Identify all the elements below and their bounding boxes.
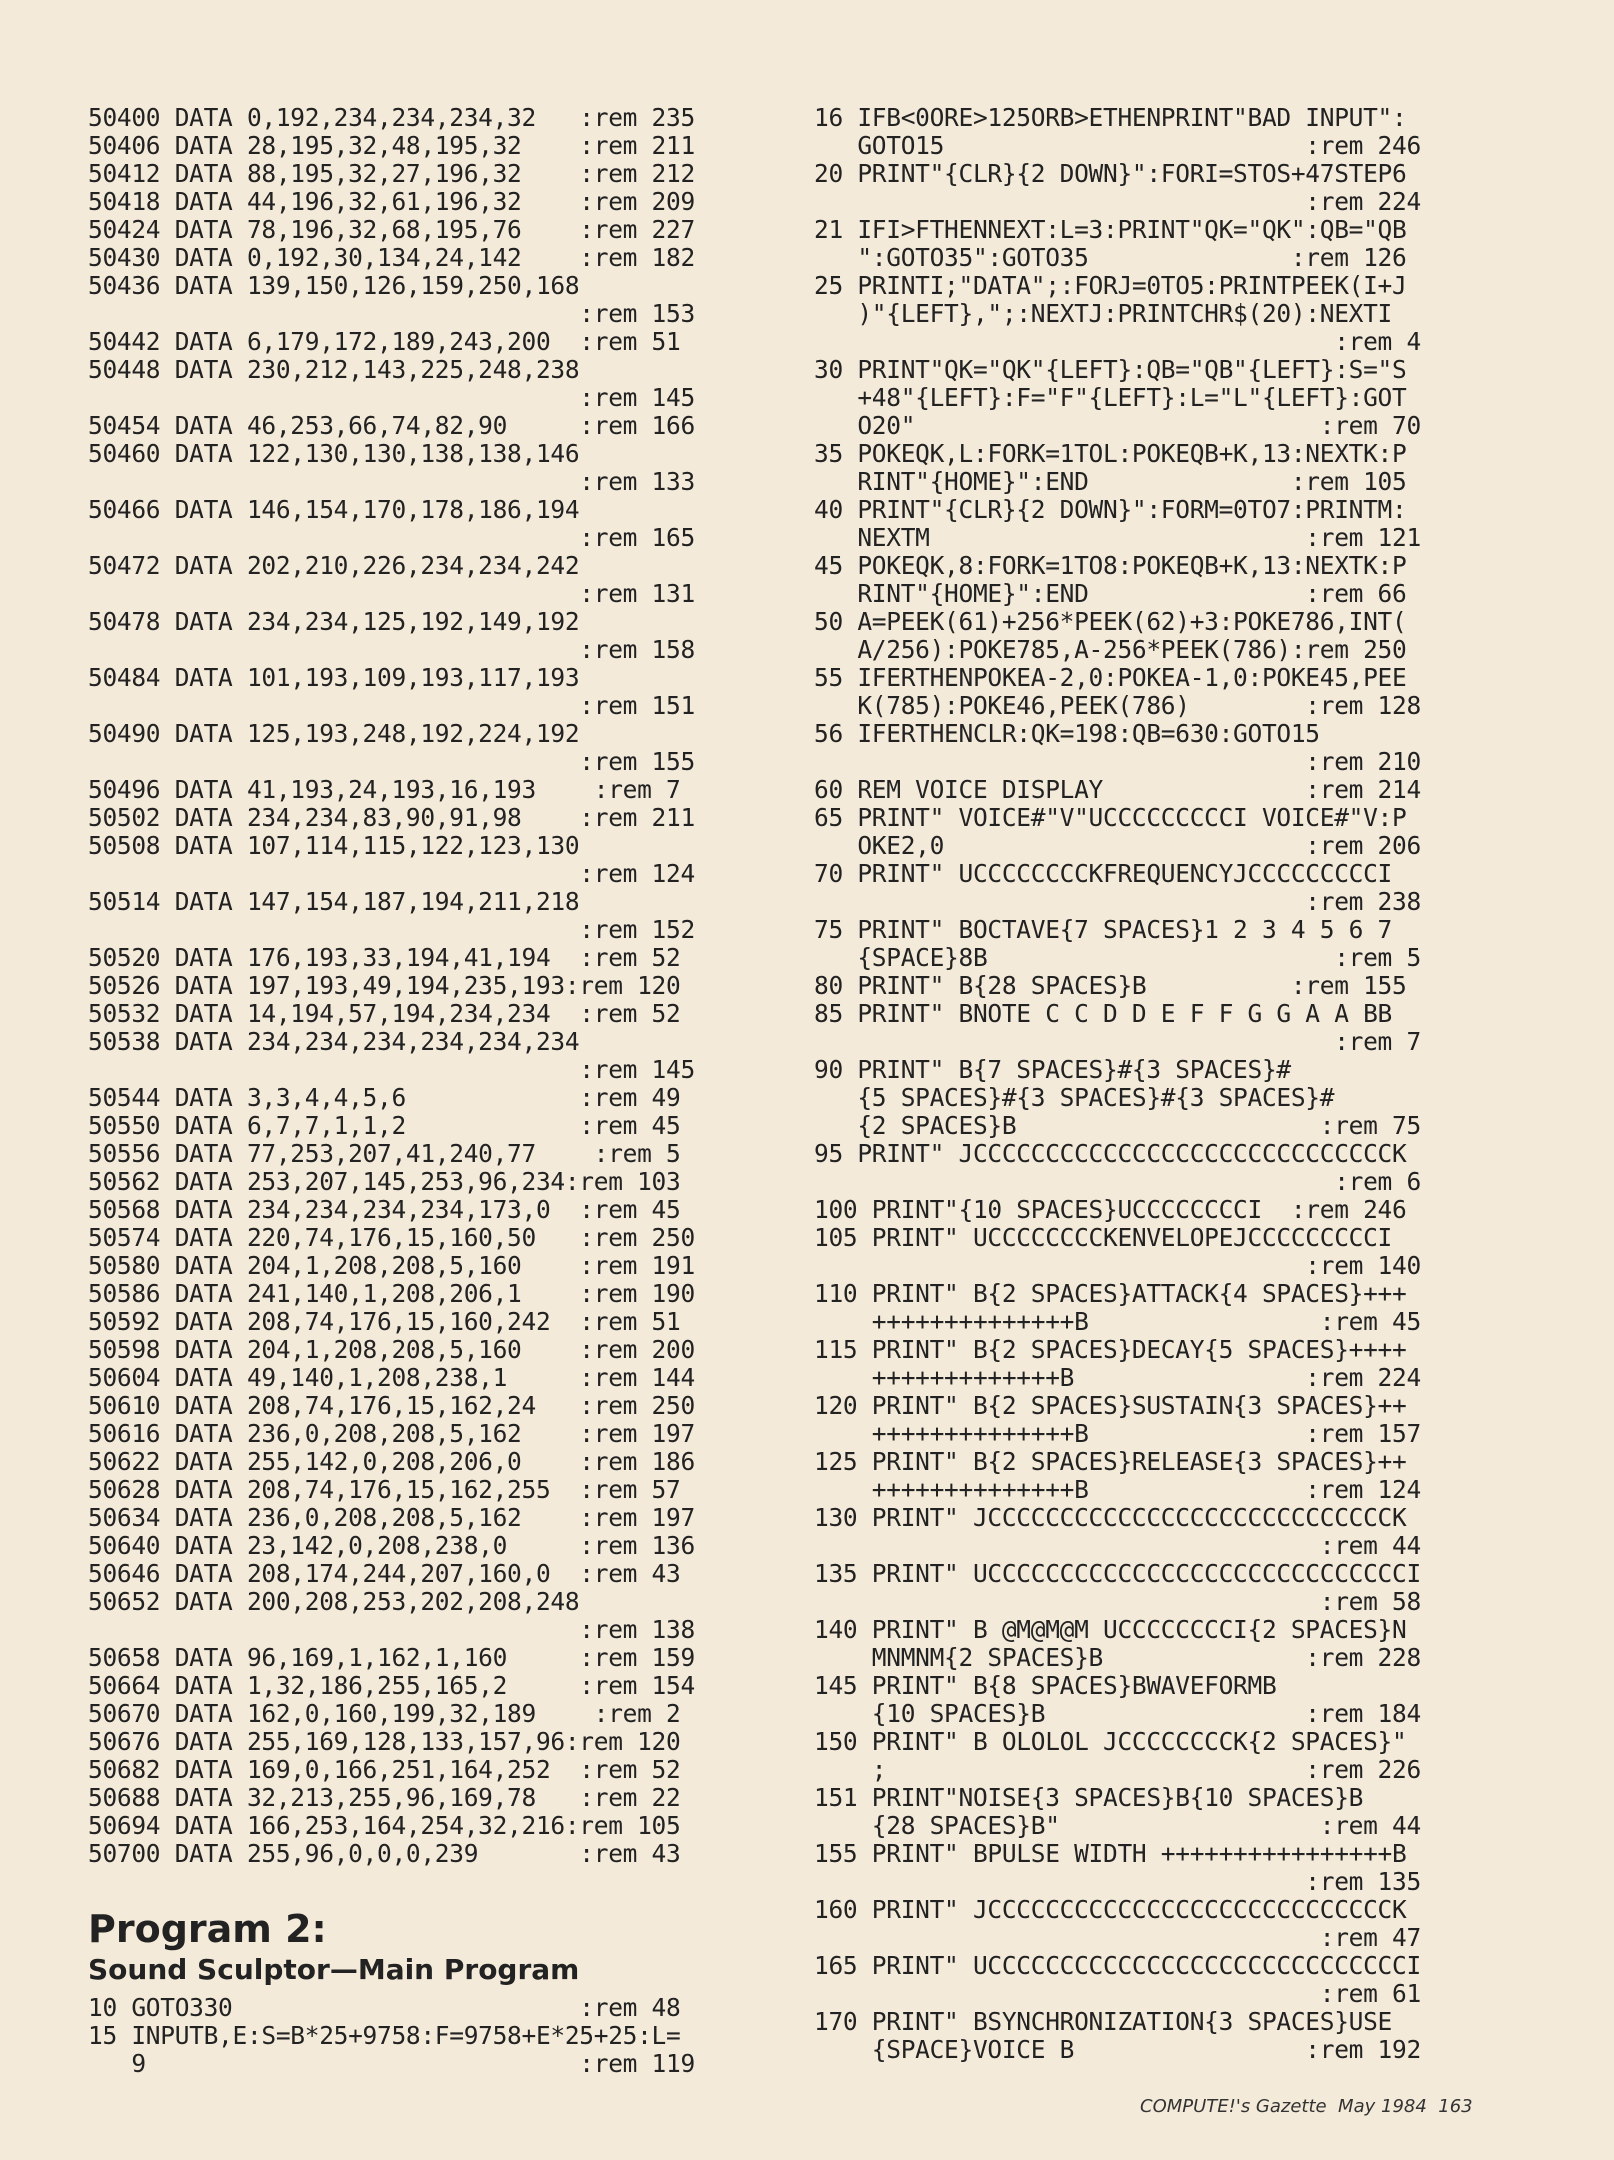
code-line: 15 INPUTB,E:S=B*25+9758:F=9758+E*25+25:L= xyxy=(88,2021,681,2050)
code-line: 95 PRINT" JCCCCCCCCCCCCCCCCCCCCCCCCCCCCCK xyxy=(814,1139,1407,1168)
code-line: :rem 47 xyxy=(814,1923,1421,1952)
code-line: 50532 DATA 14,194,57,194,234,234 :rem 52 xyxy=(88,999,681,1028)
code-line: :rem 44 xyxy=(814,1531,1421,1560)
program2-listing-start xyxy=(88,1994,778,2078)
code-line: O20" :rem 70 xyxy=(814,411,1421,440)
code-line: 50526 DATA 197,193,49,194,235,193:rem 120 xyxy=(88,971,681,1000)
code-line: 50520 DATA 176,193,33,194,41,194 :rem 52 xyxy=(88,943,681,972)
code-line: 110 PRINT" B{2 SPACES}ATTACK{4 SPACES}+++ xyxy=(814,1279,1407,1308)
code-line: {10 SPACES}B :rem 184 xyxy=(814,1699,1421,1728)
code-line: :rem 140 xyxy=(814,1251,1421,1280)
code-line: 50502 DATA 234,234,83,90,91,98 :rem 211 xyxy=(88,803,695,832)
code-line: :rem 152 xyxy=(88,915,695,944)
code-line: 130 PRINT" JCCCCCCCCCCCCCCCCCCCCCCCCCCCCK xyxy=(814,1503,1407,1532)
code-line: +++++++++++++B :rem 224 xyxy=(814,1363,1421,1392)
code-line: )"{LEFT},";:NEXTJ:PRINTCHR$(20):NEXTI xyxy=(814,299,1393,328)
code-line: 55 IFERTHENPOKEA-2,0:POKEA-1,0:POKE45,PEE xyxy=(814,663,1407,692)
code-line: 50640 DATA 23,142,0,208,238,0 :rem 136 xyxy=(88,1531,695,1560)
code-line: 70 PRINT" UCCCCCCCCKFREQUENCYJCCCCCCCCCI xyxy=(814,859,1393,888)
code-line: 50460 DATA 122,130,130,138,138,146 xyxy=(88,439,580,468)
code-line: 50424 DATA 78,196,32,68,195,76 :rem 227 xyxy=(88,215,695,244)
code-line: MNMNM{2 SPACES}B :rem 228 xyxy=(814,1643,1421,1672)
code-line: {SPACE}VOICE B :rem 192 xyxy=(814,2035,1421,2064)
code-line: 50430 DATA 0,192,30,134,24,142 :rem 182 xyxy=(88,243,695,272)
code-line: 90 PRINT" B{7 SPACES}#{3 SPACES}# xyxy=(814,1055,1291,1084)
code-line: 50670 DATA 162,0,160,199,32,189 :rem 2 xyxy=(88,1699,681,1728)
code-line: 50412 DATA 88,195,32,27,196,32 :rem 212 xyxy=(88,159,695,188)
code-line: 75 PRINT" BOCTAVE{7 SPACES}1 2 3 4 5 6 7 xyxy=(814,915,1393,944)
code-line: 50694 DATA 166,253,164,254,32,216:rem 105 xyxy=(88,1811,681,1840)
left-column xyxy=(88,104,778,2078)
code-line: 10 GOTO330 :rem 48 xyxy=(88,1993,681,2022)
code-line: :rem 151 xyxy=(88,691,695,720)
code-line: :rem 131 xyxy=(88,579,695,608)
code-line: 16 IFB<0ORE>125ORB>ETHENPRINT"BAD INPUT": xyxy=(814,103,1407,132)
code-line: 165 PRINT" UCCCCCCCCCCCCCCCCCCCCCCCCCCCCCI xyxy=(814,1951,1421,1980)
code-line: :rem 58 xyxy=(814,1587,1421,1616)
code-line: 50616 DATA 236,0,208,208,5,162 :rem 197 xyxy=(88,1419,695,1448)
code-line: RINT"{HOME}":END :rem 66 xyxy=(814,579,1407,608)
code-line: 50 A=PEEK(61)+256*PEEK(62)+3:POKE786,INT( xyxy=(814,607,1407,636)
code-line: 50634 DATA 236,0,208,208,5,162 :rem 197 xyxy=(88,1503,695,1532)
code-line: 50418 DATA 44,196,32,61,196,32 :rem 209 xyxy=(88,187,695,216)
code-line: ":GOTO35":GOTO35 :rem 126 xyxy=(814,243,1407,272)
program2-listing xyxy=(814,104,1504,2064)
code-line: 115 PRINT" B{2 SPACES}DECAY{5 SPACES}++++ xyxy=(814,1335,1407,1364)
code-line: :rem 4 xyxy=(814,327,1421,356)
code-line: 50574 DATA 220,74,176,15,160,50 :rem 250 xyxy=(88,1223,695,1252)
code-line: 50544 DATA 3,3,4,4,5,6 :rem 49 xyxy=(88,1083,681,1112)
code-line: :rem 145 xyxy=(88,1055,695,1084)
code-line: :rem 133 xyxy=(88,467,695,496)
code-line: 50556 DATA 77,253,207,41,240,77 :rem 5 xyxy=(88,1139,681,1168)
code-line: 50562 DATA 253,207,145,253,96,234:rem 103 xyxy=(88,1167,681,1196)
code-line: 35 POKEQK,L:FORK=1TOL:POKEQB+K,13:NEXTK:P xyxy=(814,439,1407,468)
code-line: :rem 61 xyxy=(814,1979,1421,2008)
code-line: ++++++++++++++B :rem 45 xyxy=(814,1307,1421,1336)
code-line: 9 :rem 119 xyxy=(88,2049,695,2078)
code-line: RINT"{HOME}":END :rem 105 xyxy=(814,467,1407,496)
code-line: 140 PRINT" B @M@M@M UCCCCCCCCI{2 SPACES}N xyxy=(814,1615,1407,1644)
code-line: 50448 DATA 230,212,143,225,248,238 xyxy=(88,355,580,384)
code-line: 20 PRINT"{CLR}{2 DOWN}":FORI=STOS+47STEP6 xyxy=(814,159,1407,188)
code-line: 40 PRINT"{CLR}{2 DOWN}":FORM=0TO7:PRINTM: xyxy=(814,495,1407,524)
code-line: {28 SPACES}B" :rem 44 xyxy=(814,1811,1421,1840)
code-line: 50688 DATA 32,213,255,96,169,78 :rem 22 xyxy=(88,1783,681,1812)
page-footer: COMPUTE!'s Gazette May 1984 163 xyxy=(1140,2096,1473,2117)
code-line: 150 PRINT" B OLOLOL JCCCCCCCCK{2 SPACES}" xyxy=(814,1727,1407,1756)
code-line: GOTO15 :rem 246 xyxy=(814,131,1421,160)
right-column xyxy=(814,104,1504,2064)
code-line: NEXTM :rem 121 xyxy=(814,523,1421,552)
code-line: :rem 158 xyxy=(88,635,695,664)
code-line: 50568 DATA 234,234,234,234,173,0 :rem 45 xyxy=(88,1195,681,1224)
code-line: 50622 DATA 255,142,0,208,206,0 :rem 186 xyxy=(88,1447,695,1476)
code-line: 170 PRINT" BSYNCHRONIZATION{3 SPACES}USE xyxy=(814,2007,1393,2036)
code-line: 50490 DATA 125,193,248,192,224,192 xyxy=(88,719,580,748)
code-line: 25 PRINTI;"DATA";:FORJ=0TO5:PRINTPEEK(I+J xyxy=(814,271,1407,300)
code-line: 50628 DATA 208,74,176,15,162,255 :rem 57 xyxy=(88,1475,681,1504)
code-line: 65 PRINT" VOICE#"V"UCCCCCCCCCI VOICE#"V:P xyxy=(814,803,1407,832)
code-line: 50700 DATA 255,96,0,0,0,239 :rem 43 xyxy=(88,1839,681,1868)
code-line: 50538 DATA 234,234,234,234,234,234 xyxy=(88,1027,580,1056)
code-line: 50664 DATA 1,32,186,255,165,2 :rem 154 xyxy=(88,1671,695,1700)
code-line: 145 PRINT" B{8 SPACES}BWAVEFORMB xyxy=(814,1671,1277,1700)
code-line: 135 PRINT" UCCCCCCCCCCCCCCCCCCCCCCCCCCCCCI xyxy=(814,1559,1421,1588)
code-line: 50472 DATA 202,210,226,234,234,242 xyxy=(88,551,580,580)
code-line: 50508 DATA 107,114,115,122,123,130 xyxy=(88,831,580,860)
code-line: 50682 DATA 169,0,166,251,164,252 :rem 52 xyxy=(88,1755,681,1784)
code-line: :rem 135 xyxy=(814,1867,1421,1896)
code-line: {SPACE}8B :rem 5 xyxy=(814,943,1421,972)
program1-listing xyxy=(88,104,778,1868)
code-line: 50598 DATA 204,1,208,208,5,160 :rem 200 xyxy=(88,1335,695,1364)
code-line: 50652 DATA 200,208,253,202,208,248 xyxy=(88,1587,580,1616)
code-line: ++++++++++++++B :rem 124 xyxy=(814,1475,1421,1504)
code-line: 50436 DATA 139,150,126,159,250,168 xyxy=(88,271,580,300)
code-line: OKE2,0 :rem 206 xyxy=(814,831,1421,860)
code-line: :rem 238 xyxy=(814,887,1421,916)
code-line: K(785):POKE46,PEEK(786) :rem 128 xyxy=(814,691,1421,720)
code-line: 105 PRINT" UCCCCCCCCKENVELOPEJCCCCCCCCCI xyxy=(814,1223,1393,1252)
code-line: :rem 124 xyxy=(88,859,695,888)
code-line: 50610 DATA 208,74,176,15,162,24 :rem 250 xyxy=(88,1391,695,1420)
code-line: 50646 DATA 208,174,244,207,160,0 :rem 43 xyxy=(88,1559,681,1588)
code-line: 100 PRINT"{10 SPACES}UCCCCCCCCI :rem 246 xyxy=(814,1195,1407,1224)
code-line: 50442 DATA 6,179,172,189,243,200 :rem 51 xyxy=(88,327,681,356)
code-line: 50406 DATA 28,195,32,48,195,32 :rem 211 xyxy=(88,131,695,160)
code-line: :rem 7 xyxy=(814,1027,1421,1056)
code-line: 50466 DATA 146,154,170,178,186,194 xyxy=(88,495,580,524)
code-line: :rem 224 xyxy=(814,187,1421,216)
code-line: :rem 165 xyxy=(88,523,695,552)
code-line: {2 SPACES}B :rem 75 xyxy=(814,1111,1421,1140)
code-line: :rem 138 xyxy=(88,1615,695,1644)
code-line: 45 POKEQK,8:FORK=1TO8:POKEQB+K,13:NEXTK:P xyxy=(814,551,1407,580)
code-line: 50454 DATA 46,253,66,74,82,90 :rem 166 xyxy=(88,411,695,440)
program-subtitle: Sound Sculptor—Main Program xyxy=(88,1953,580,1986)
code-line: A/256):POKE785,A-256*PEEK(786):rem 250 xyxy=(814,635,1407,664)
code-line: 50484 DATA 101,193,109,193,117,193 xyxy=(88,663,580,692)
code-line: {5 SPACES}#{3 SPACES}#{3 SPACES}# xyxy=(814,1083,1335,1112)
code-line: 50658 DATA 96,169,1,162,1,160 :rem 159 xyxy=(88,1643,695,1672)
code-line: 50550 DATA 6,7,7,1,1,2 :rem 45 xyxy=(88,1111,681,1140)
code-line: 120 PRINT" B{2 SPACES}SUSTAIN{3 SPACES}++ xyxy=(814,1391,1407,1420)
code-line: 160 PRINT" JCCCCCCCCCCCCCCCCCCCCCCCCCCCCK xyxy=(814,1895,1407,1924)
code-line: 50580 DATA 204,1,208,208,5,160 :rem 191 xyxy=(88,1251,695,1280)
code-line: 60 REM VOICE DISPLAY :rem 214 xyxy=(814,775,1421,804)
code-line: 50676 DATA 255,169,128,133,157,96:rem 120 xyxy=(88,1727,681,1756)
code-line: ; :rem 226 xyxy=(814,1755,1421,1784)
code-line: 21 IFI>FTHENNEXT:L=3:PRINT"QK="QK":QB="QB xyxy=(814,215,1407,244)
code-line: 125 PRINT" B{2 SPACES}RELEASE{3 SPACES}++ xyxy=(814,1447,1407,1476)
code-line: :rem 6 xyxy=(814,1167,1421,1196)
code-line: :rem 155 xyxy=(88,747,695,776)
code-line: 80 PRINT" B{28 SPACES}B :rem 155 xyxy=(814,971,1407,1000)
code-line: 50604 DATA 49,140,1,208,238,1 :rem 144 xyxy=(88,1363,695,1392)
code-line: +48"{LEFT}:F="F"{LEFT}:L="L"{LEFT}:GOT xyxy=(814,383,1407,412)
code-line: 50400 DATA 0,192,234,234,234,32 :rem 235 xyxy=(88,103,695,132)
code-line: 50586 DATA 241,140,1,208,206,1 :rem 190 xyxy=(88,1279,695,1308)
code-line: ++++++++++++++B :rem 157 xyxy=(814,1419,1421,1448)
code-line: :rem 210 xyxy=(814,747,1421,776)
code-line: 50592 DATA 208,74,176,15,160,242 :rem 51 xyxy=(88,1307,681,1336)
code-line: :rem 153 xyxy=(88,299,695,328)
code-line: 85 PRINT" BNOTE C C D D E F F G G A A BB xyxy=(814,999,1393,1028)
code-line: 56 IFERTHENCLR:QK=198:QB=630:GOTO15 xyxy=(814,719,1320,748)
code-line: :rem 145 xyxy=(88,383,695,412)
code-line: 50514 DATA 147,154,187,194,211,218 xyxy=(88,887,580,916)
code-line: 50478 DATA 234,234,125,192,149,192 xyxy=(88,607,580,636)
code-line: 151 PRINT"NOISE{3 SPACES}B{10 SPACES}B xyxy=(814,1783,1364,1812)
code-line: 30 PRINT"QK="QK"{LEFT}:QB="QB"{LEFT}:S="S xyxy=(814,355,1407,384)
program-title: Program 2: xyxy=(88,1907,327,1951)
code-line: 50496 DATA 41,193,24,193,16,193 :rem 7 xyxy=(88,775,681,804)
code-line: 155 PRINT" BPULSE WIDTH ++++++++++++++++B xyxy=(814,1839,1407,1868)
